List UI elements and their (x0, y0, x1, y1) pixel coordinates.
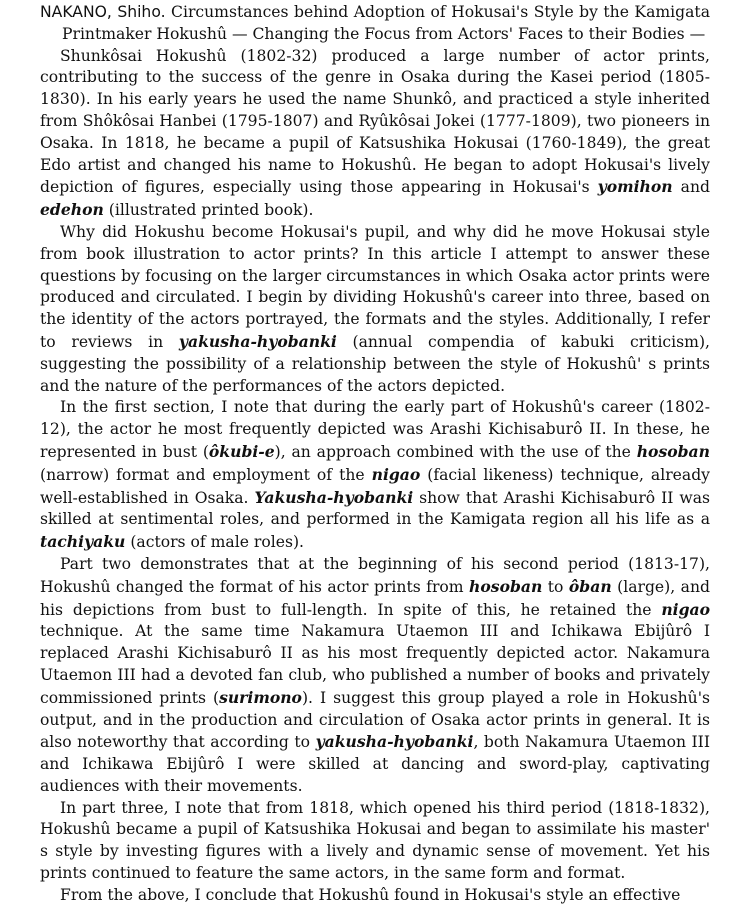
paragraph (40, 885, 710, 907)
text-run: In part three, I note that from 1818, which opened his third period (1818-1832), Hokushû became a pupil of Katsushika Hokusai and began to assimilate his master' s style by investing figures with a lively and dynamic sense of movement. Yet his prints continued to feature the same actors, in the same form and format. (40, 798, 710, 883)
text-run: (actors of male roles). (125, 533, 304, 552)
emphasized-term: nigao (661, 599, 710, 619)
text-run: Shunkôsai Hokushû (1802-32) produced a large number of actor prints, contributing to the success of the genre in Osaka during the Kasei period (1805-1830). In his early years he used the name Shunkô, and practiced a style inherited from Shôkôsai Hanbei (1795-1807) and Ryûkôsai Jokei (1777-1809), two pioneers in Osaka. In 1818, he became a pupil of Katsushika Hokusai (1760-1849), the great Edo artist and changed his name to Hokushû. He began to adopt Hokusai's lively depiction of figures, especially using those appearing in Hokusai's (40, 46, 710, 197)
emphasized-term: yakusha-hyobanki (178, 331, 337, 351)
emphasized-term: hosoban (636, 441, 710, 461)
emphasized-term: yakusha-hyobanki (315, 732, 474, 752)
text-run: From the above, I conclude that Hokushû found in Hokusai's style an effective (60, 885, 681, 904)
paragraph (40, 222, 710, 397)
text-run: show that Arashi Kichisaburô II was skilled at sentimental roles, and performed in the Kamigata region all his life as a (40, 488, 710, 529)
paragraph (40, 397, 710, 554)
author-name: NAKANO, Shiho. (40, 3, 166, 21)
emphasized-term: yomihon (597, 177, 673, 197)
emphasized-term: nigao (371, 464, 421, 484)
text-run: to (542, 577, 569, 596)
paragraph (40, 554, 710, 798)
emphasized-term: ôban (568, 576, 612, 596)
text-run: In the first section, I note that during the early part of Hokushû's career (1802-12), the actor he most frequently depicted was Arashi Kichisaburô II. In these, he represented in bust ( (40, 398, 710, 461)
text-run: Why did Hokushu become Hokusai's pupil, and why did he move Hokusai style from book illustration to actor prints? In this article I attempt to answer these questions by focusing on the larger circumstances in which Osaka actor prints were produced and circulated. I begin by dividing Hokushû's career into three, based on the identity of the actors portrayed, the formats and the styles. Additionally, I refer to reviews in (40, 222, 710, 351)
text-run: (illustrated printed book). (103, 201, 314, 220)
text-run: (facial likeness) technique, already well-established in Osaka. (40, 465, 710, 507)
paragraph (40, 798, 710, 885)
text-run: (large), and his depictions from bust to full-length. In spite of this, he retained the (40, 577, 710, 619)
text-run: (narrow) format and employment of the (40, 465, 372, 484)
emphasized-term: ôkubi-e (208, 441, 275, 461)
emphasized-term: edehon (40, 200, 104, 220)
text-run: (annual compendia of kabuki criticism), suggesting the possibility of a relationship between the style of Hokushû' s prints and the nature of the performances of the actors depicted. (40, 332, 710, 395)
article-heading (40, 2, 710, 46)
emphasized-term: surimono (219, 687, 302, 707)
text-run: , both Nakamura Utaemon III and Ichikawa Ebijûrô I were skilled at dancing and sword-play, captivating audiences with their movements. (40, 733, 710, 795)
article-title: Circumstances behind Adoption of Hokusai's Style by the Kamigata Printmaker Hokushû — Changing the Focus from Actors' Faces to their Bodies — (62, 3, 710, 43)
abstract-body (40, 46, 710, 907)
emphasized-term: tachiyaku (40, 532, 126, 552)
emphasized-term: hosoban (469, 576, 543, 596)
emphasized-term: Yakusha-hyobanki (254, 487, 414, 507)
paragraph (40, 46, 710, 222)
text-run: technique. At the same time Nakamura Utaemon III and Ichikawa Ebijûrô I replaced Arashi Kichisaburô II as his most frequently depicted actor. Nakamura Utaemon III had a devoted fan club, who published a number of books and privately commissioned prints ( (40, 622, 710, 707)
text-run: and (672, 178, 710, 197)
text-run: ). I suggest this group played a role in Hokushû's output, and in the production and circulation of Osaka actor prints in general. It is also noteworthy that according to (40, 688, 710, 752)
text-run: Part two demonstrates that at the beginning of his second period (1813-17), Hokushû changed the format of his actor prints from (40, 554, 710, 596)
text-run: ), an approach combined with the use of the (274, 442, 637, 461)
